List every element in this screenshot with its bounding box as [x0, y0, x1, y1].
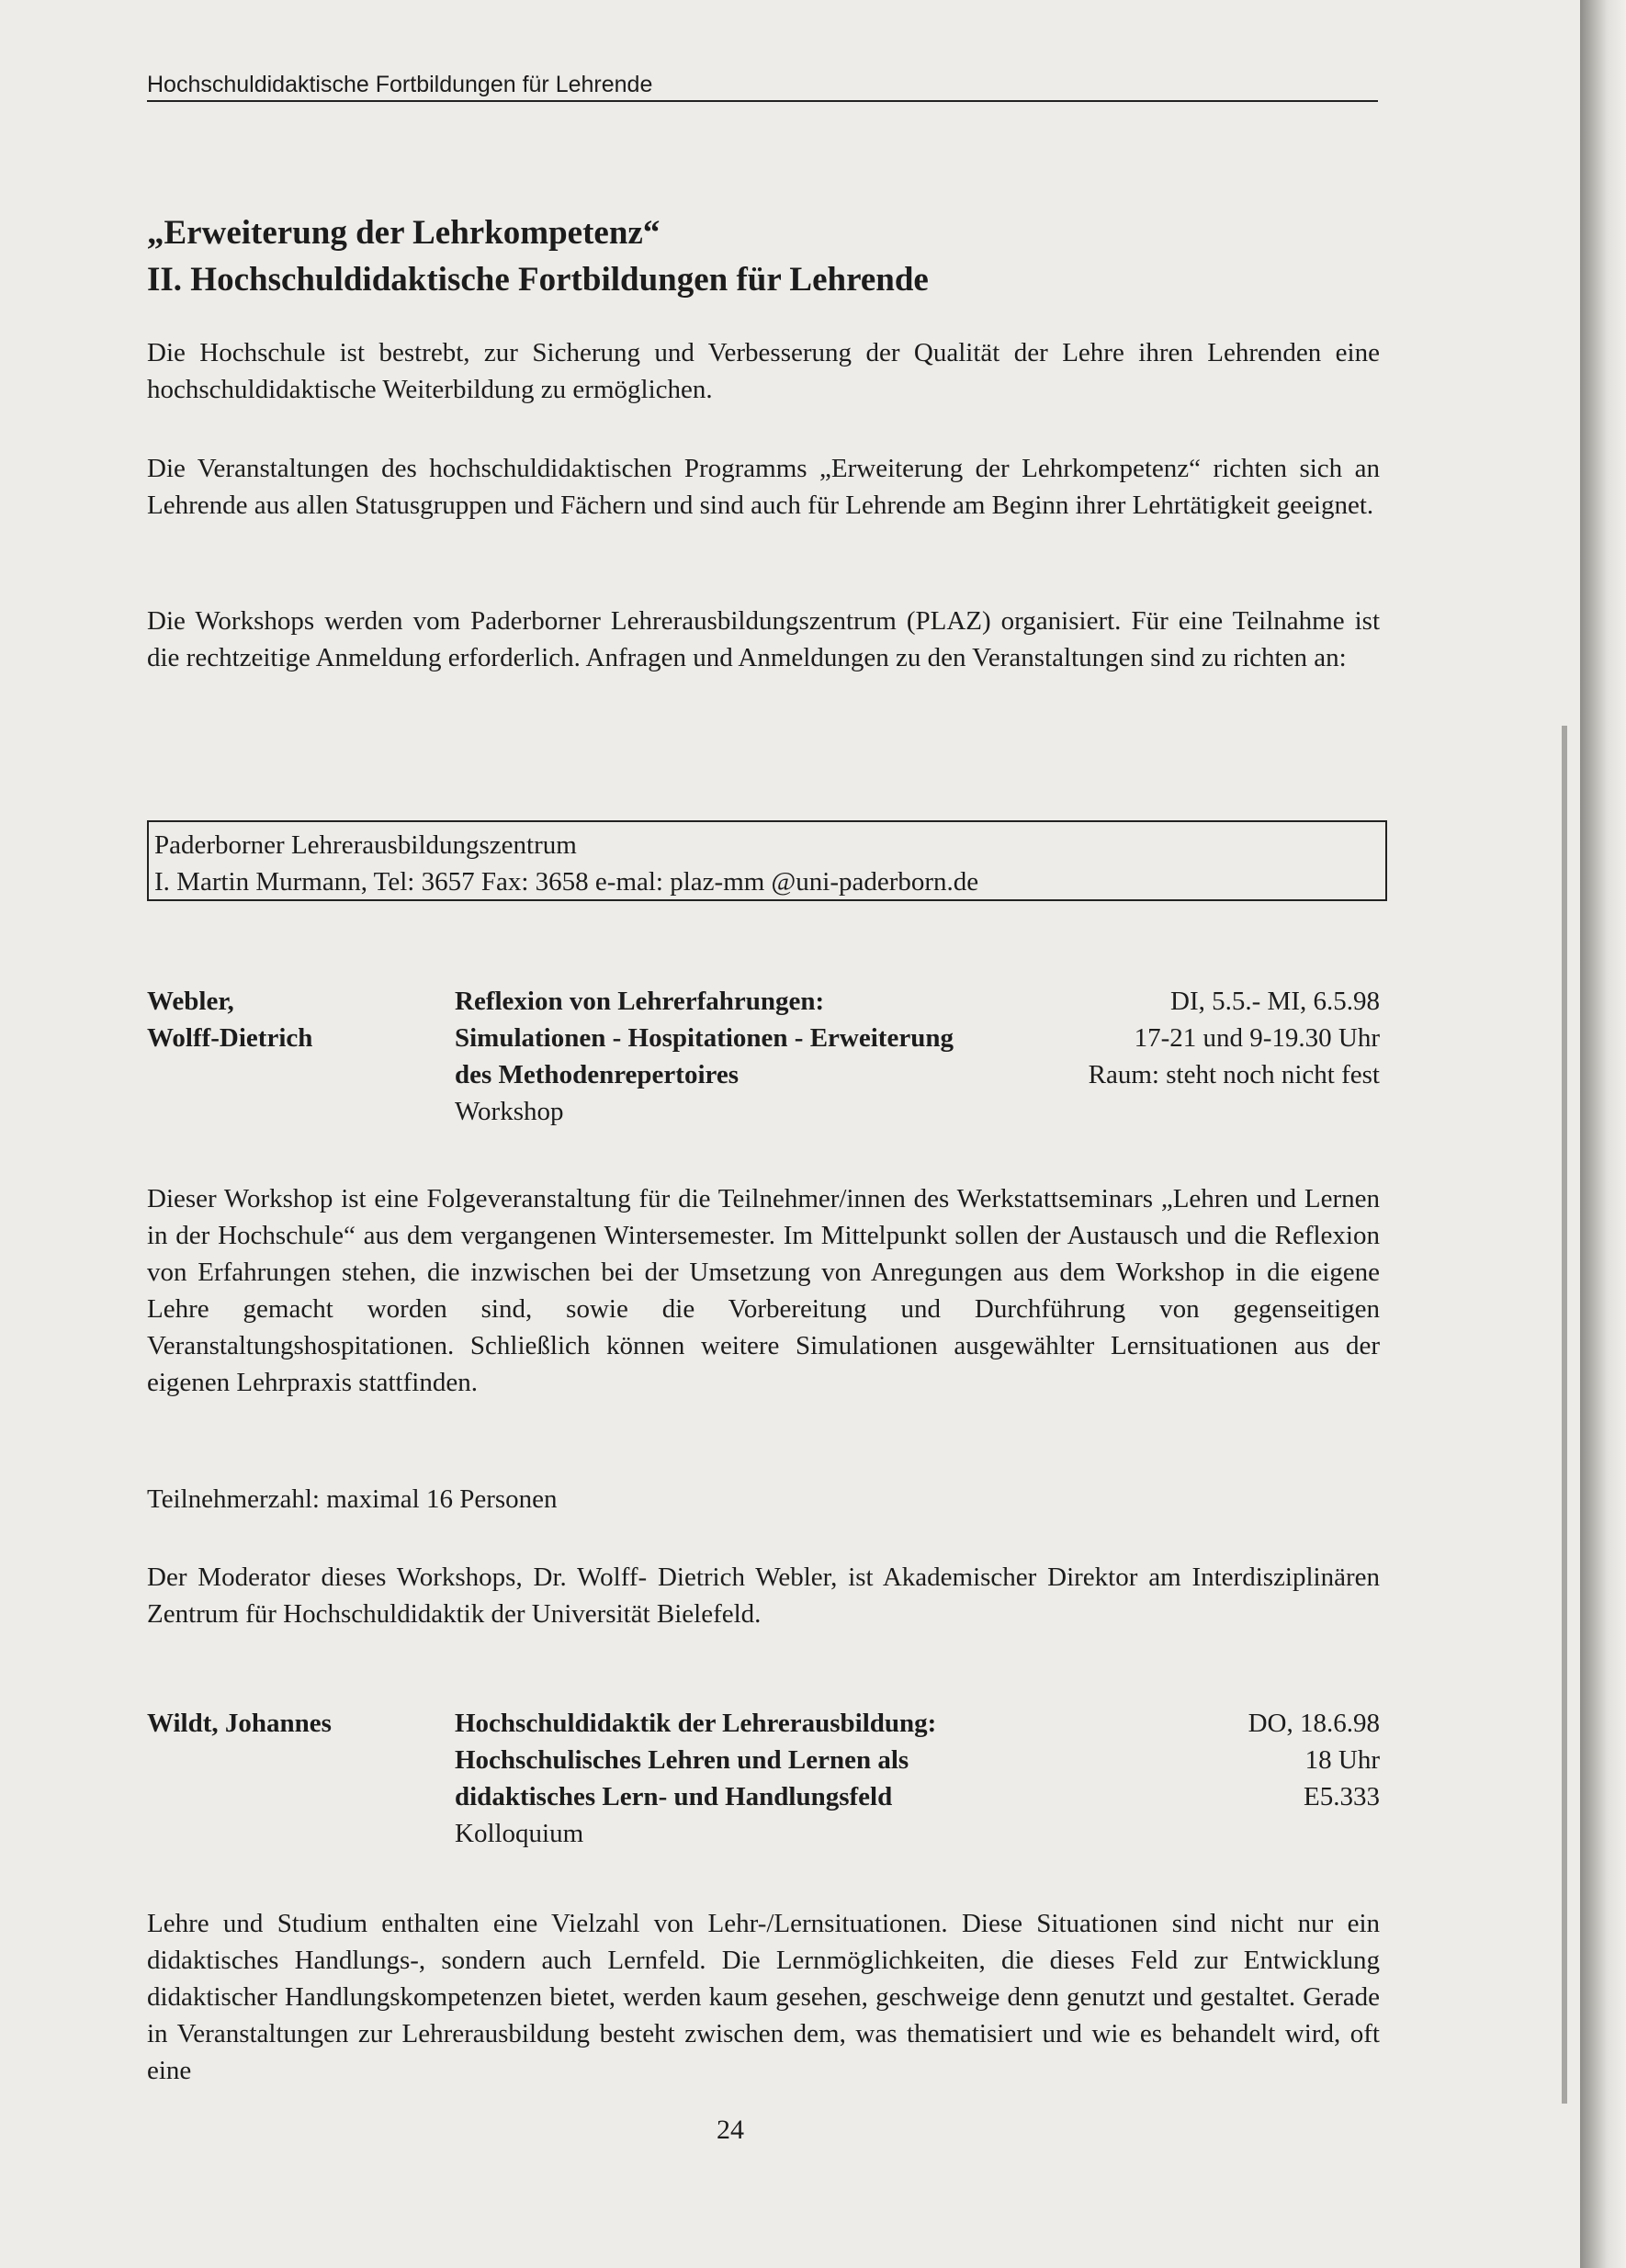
contact-institution: Paderborner Lehrerausbildungszentrum: [154, 830, 577, 860]
course-date: DO, 18.6.98: [1248, 1709, 1380, 1738]
contact-details: I. Martin Murmann, Tel: 3657 Fax: 3658 e-mal: plaz-mm @uni-paderborn.de: [154, 867, 979, 897]
lecturer-name: Wildt, Johannes: [147, 1709, 332, 1738]
participant-limit: Teilnehmerzahl: maximal 16 Personen: [147, 1484, 558, 1514]
page-number: 24: [717, 2115, 744, 2145]
course-time: 17-21 und 9-19.30 Uhr: [1134, 1023, 1380, 1053]
course-entry-wildt: [147, 1705, 1380, 1861]
running-head: Hochschuldidaktische Fortbildungen für Lehrende: [147, 72, 1378, 102]
lecturer-name: Webler, Wolff-Dietrich: [147, 987, 313, 1053]
webler-description: Dieser Workshop ist eine Folgeveranstaltung für die Teilnehmer/innen des Werkstattseminars „Lehren und Lernen in der Hochschule“ aus dem vergangenen Wintersemester. Im Mittelpunkt sollen der Austausch und die Reflexion von Erfahrungen stehen, die inzwischen bei der Umsetzung von Anregungen aus dem Workshop in die eigene Lehre gemacht worden sind, sowie die Vorbereitung und Durchführung von gegenseitigen Veranstaltungshospitationen. Schließlich können weitere Simulationen ausgewählter Lernsituationen aus der eigenen Lehrpraxis stattfinden.: [147, 1184, 1380, 1397]
course-entry-webler: [147, 983, 1380, 1139]
course-room: Raum: steht noch nicht fest: [1088, 1060, 1380, 1089]
intro-paragraph-3: Die Workshops werden vom Paderborner Lehrerausbildungszentrum (PLAZ) organisiert. Für eine Teilnahme ist die rechtzeitige Anmeldung erforderlich. Anfragen und Anmeldungen zu den Veranstaltungen sind zu richten an:: [147, 606, 1380, 672]
heading-line-2: II. Hochschuldidaktische Fortbildungen für Lehrende: [147, 261, 929, 299]
course-title: Reflexion von Lehrerfahrungen: Simulationen - Hospitationen - Erweiterung des Methodenrepertoires Workshop: [455, 983, 1116, 1130]
course-type: Kolloquium: [455, 1819, 584, 1848]
course-title: Hochschuldidaktik der Lehrerausbildung: Hochschulisches Lehren und Lernen als didaktisches Lern- und Handlungsfeld Kolloquium: [455, 1705, 1116, 1852]
course-type: Workshop: [455, 1097, 564, 1126]
course-time: 18 Uhr: [1304, 1745, 1380, 1775]
heading-line-1: „Erweiterung der Lehrkompetenz“: [147, 214, 661, 252]
page-edge: [1580, 0, 1626, 2268]
section-heading: [147, 209, 1378, 303]
intro-paragraph-2: Die Veranstaltungen des hochschuldidaktischen Programms „Erweiterung der Lehrkompetenz“ richten sich an Lehrende aus allen Statusgruppen und Fächern und sind auch für Lehrende am Beginn ihrer Lehrtätigkeit geeignet.: [147, 454, 1380, 520]
course-date: DI, 5.5.- MI, 6.5.98: [1170, 987, 1380, 1016]
wildt-description: Lehre und Studium enthalten eine Vielzahl von Lehr-/Lernsituationen. Diese Situationen sind nicht nur ein didaktisches Handlungs-, sondern auch Lernfeld. Die Lernmöglichkeiten, die dieses Feld zur Entwicklung didaktischer Handlungskompetenzen bietet, werden kaum gesehen, geschweige denn genutzt und gestaltet. Gerade in Veranstaltungen zur Lehrerausbildung besteht zwischen dem, was thematisiert und wie es behandelt wird, oft eine: [147, 1909, 1380, 2085]
course-room: E5.333: [1304, 1782, 1380, 1811]
intro-paragraph-1: Die Hochschule ist bestrebt, zur Sicherung und Verbesserung der Qualität der Lehre ihren Lehrenden eine hochschuldidaktische Weiterbildung zu ermöglichen.: [147, 338, 1380, 404]
moderator-info: Der Moderator dieses Workshops, Dr. Wolff- Dietrich Webler, ist Akademischer Direktor am Interdisziplinären Zentrum für Hochschuldidaktik der Universität Bielefeld.: [147, 1563, 1380, 1629]
course-schedule: [957, 1705, 1380, 1815]
binding-shadow: [1562, 726, 1567, 2104]
contact-box: [147, 820, 1387, 901]
course-schedule: [957, 983, 1380, 1093]
